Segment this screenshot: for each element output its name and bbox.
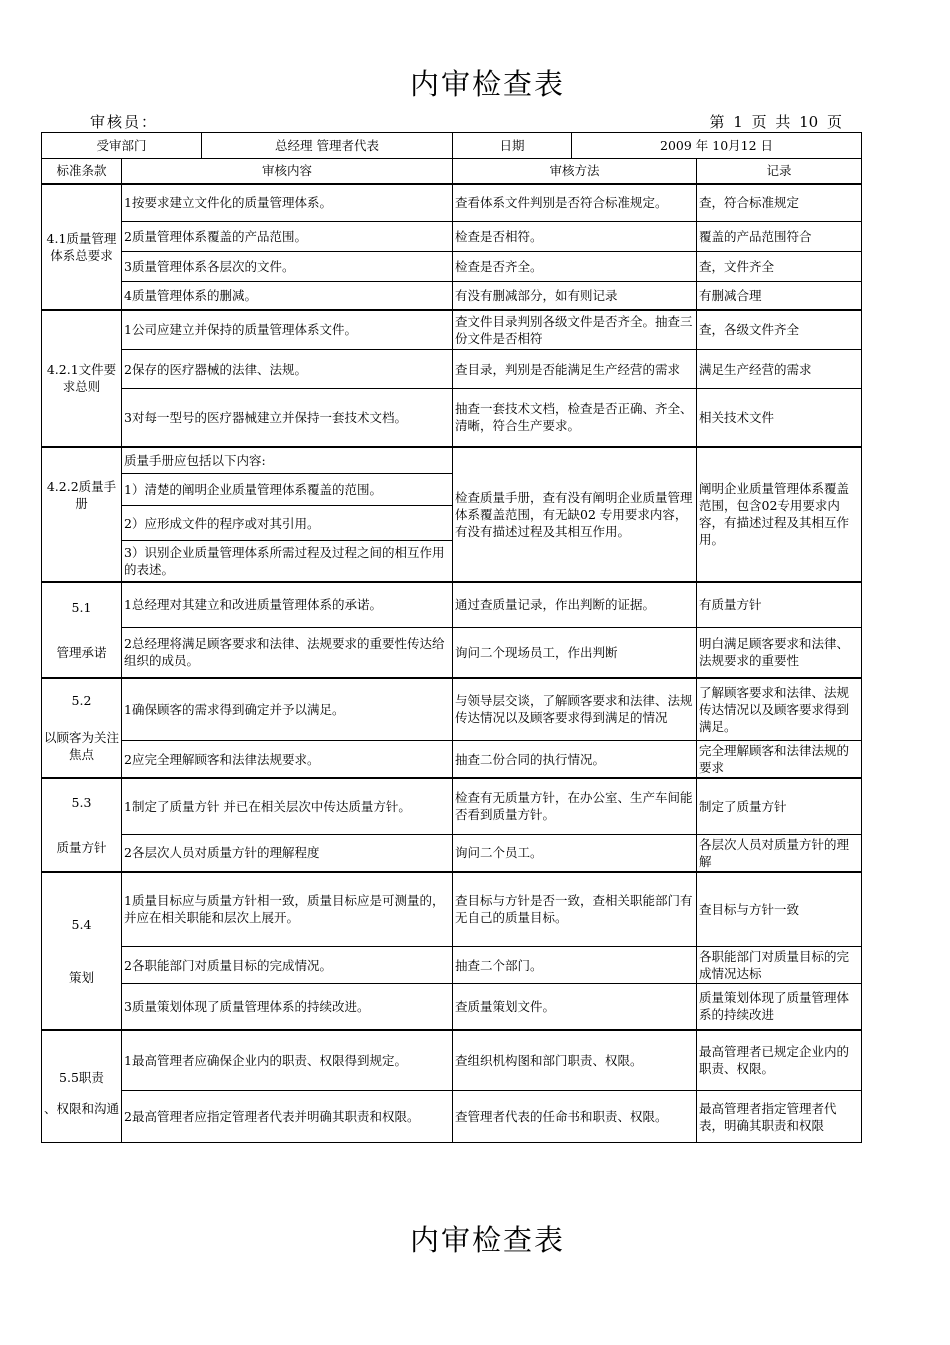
method-cell: 抽查二份合同的执行情况。 <box>453 741 697 779</box>
record-cell: 阐明企业质量管理体系覆盖范围，包含02专用要求内容，有描述过程及其相互作用。 <box>697 447 862 582</box>
record-cell: 明白满足顾客要求和法律、法规要求的重要性 <box>697 628 862 678</box>
table-row <box>42 872 862 947</box>
table-row <box>42 282 862 310</box>
table-row <box>42 350 862 389</box>
method-cell: 通过查质量记录，作出判断的证据。 <box>453 582 697 628</box>
clause-number: 5.4 <box>71 916 92 932</box>
method-cell: 询问二个现场员工，作出判断 <box>453 628 697 678</box>
record-cell: 查，符合标准规定 <box>697 184 862 222</box>
method-cell: 抽查一套技术文档，检查是否正确、齐全、清晰，符合生产要求。 <box>453 389 697 447</box>
content-cell: 4质量管理体系的删减。 <box>122 282 453 310</box>
clause-cell <box>42 582 122 678</box>
col-method: 审核方法 <box>453 159 697 184</box>
table-row <box>42 222 862 252</box>
table-row <box>42 389 862 447</box>
content-cell: 1确保顾客的需求得到确定并予以满足。 <box>122 678 453 741</box>
content-cell: 2总经理将满足顾客要求和法律、法规要求的重要性传达给组织的成员。 <box>122 628 453 678</box>
clause-name: 管理承诺 <box>56 644 107 660</box>
dept-label: 受审部门 <box>42 133 202 159</box>
record-cell: 有删减合理 <box>697 282 862 310</box>
content-cell: 2各层次人员对质量方针的理解程度 <box>122 834 453 872</box>
clause-number: 5.2 <box>71 693 92 709</box>
record-cell: 满足生产经营的需求 <box>697 350 862 389</box>
page-title-next: 内审检查表 <box>409 1223 565 1257</box>
clause-cell <box>42 1030 122 1143</box>
method-cell: 查质量策划文件。 <box>453 984 697 1030</box>
table-row <box>42 778 862 834</box>
content-cell: 2质量管理体系覆盖的产品范围。 <box>122 222 453 252</box>
table-row <box>42 628 862 678</box>
clause-cell <box>42 872 122 1030</box>
dept-value: 总经理 管理者代表 <box>202 133 453 159</box>
content-cell: 2）应形成文件的程序或对其引用。 <box>122 506 453 541</box>
content-cell: 1质量目标应与质量方针相一致，质量目标应是可测量的，并应在相关职能和层次上展开。 <box>122 872 453 947</box>
method-cell: 查看体系文件判别是否符合标准规定。 <box>453 184 697 222</box>
content-cell: 1制定了质量方针 并已在相关层次中传达质量方针。 <box>122 778 453 834</box>
header-info-row <box>42 133 862 159</box>
table-row <box>42 984 862 1030</box>
clause-number: 5.1 <box>71 599 92 615</box>
clause-cell <box>42 678 122 779</box>
content-cell: 2最高管理者应指定管理者代表并明确其职责和权限。 <box>122 1091 453 1143</box>
date-label: 日期 <box>453 133 572 159</box>
table-row <box>42 678 862 741</box>
clause-cell: 4.2.1文件要求总则 <box>42 310 122 447</box>
content-cell: 1最高管理者应确保企业内的职责、权限得到规定。 <box>122 1030 453 1091</box>
content-cell: 1总经理对其建立和改进质量管理体系的承诺。 <box>122 582 453 628</box>
record-cell: 最高管理者指定管理者代表，明确其职责和权限 <box>697 1091 862 1143</box>
content-cell: 2各职能部门对质量目标的完成情况。 <box>122 947 453 984</box>
clause-cell <box>42 778 122 872</box>
content-cell: 3质量管理体系各层次的文件。 <box>122 252 453 282</box>
record-cell: 了解顾客要求和法律、法规传达情况以及顾客要求得到满足。 <box>697 678 862 741</box>
col-clause: 标准条款 <box>42 159 122 184</box>
method-cell: 抽查二个部门。 <box>453 947 697 984</box>
method-cell: 检查质量手册，查有没有阐明企业质量管理体系覆盖范围，有无缺02 专用要求内容，有没有描述过程及其相互作用。 <box>453 447 697 582</box>
col-content: 审核内容 <box>122 159 453 184</box>
column-header-row <box>42 159 862 184</box>
record-cell: 有质量方针 <box>697 582 862 628</box>
record-cell: 查目标与方针一致 <box>697 872 862 947</box>
content-cell: 3）识别企业质量管理体系所需过程及过程之间的相互作用的表述。 <box>122 541 453 582</box>
table-row <box>42 447 862 474</box>
record-cell: 质量策划体现了质量管理体系的持续改进 <box>697 984 862 1030</box>
content-cell: 质量手册应包括以下内容: <box>122 447 453 474</box>
clause-name: 以顾客为关注焦点 <box>44 730 120 763</box>
clause-cell: 4.1质量管理体系总要求 <box>42 184 122 310</box>
content-cell: 3对每一型号的医疗器械建立并保持一套技术文档。 <box>122 389 453 447</box>
record-cell: 制定了质量方针 <box>697 778 862 834</box>
auditor-label: 审核员： <box>90 113 159 131</box>
col-record: 记录 <box>697 159 862 184</box>
record-cell: 查，文件齐全 <box>697 252 862 282</box>
record-cell: 最高管理者已规定企业内的职责、权限。 <box>697 1030 862 1091</box>
table-row <box>42 947 862 984</box>
audit-checklist-table <box>41 132 862 1143</box>
table-row <box>42 741 862 779</box>
table-row <box>42 834 862 872</box>
clause-name: 策划 <box>68 969 94 985</box>
clause-name: 质量方针 <box>56 839 107 855</box>
record-cell: 完全理解顾客和法律法规的要求 <box>697 741 862 779</box>
method-cell: 查目录，判别是否能满足生产经营的需求 <box>453 350 697 389</box>
method-cell: 与领导层交谈，了解顾客要求和法律、法规传达情况以及顾客要求得到满足的情况 <box>453 678 697 741</box>
method-cell: 查管理者代表的任命书和职责、权限。 <box>453 1091 697 1143</box>
content-cell: 1公司应建立并保持的质量管理体系文件。 <box>122 310 453 350</box>
method-cell: 有没有删减部分，如有则记录 <box>453 282 697 310</box>
table-row <box>42 310 862 350</box>
content-cell: 1）清楚的阐明企业质量管理体系覆盖的范围。 <box>122 474 453 506</box>
method-cell: 检查有无质量方针，在办公室、生产车间能否看到质量方针。 <box>453 778 697 834</box>
clause-number: 5.3 <box>71 794 92 810</box>
method-cell: 询问二个员工。 <box>453 834 697 872</box>
date-value: 2009 年 10月12 日 <box>572 133 862 159</box>
content-cell: 2保存的医疗器械的法律、法规。 <box>122 350 453 389</box>
record-cell: 各层次人员对质量方针的理解 <box>697 834 862 872</box>
table-row <box>42 1030 862 1091</box>
method-cell: 查组织机构图和部门职责、权限。 <box>453 1030 697 1091</box>
clause-cell: 4.2.2质量手册 <box>42 447 122 582</box>
method-cell: 查文件目录判别各级文件是否齐全。抽查三份文件是否相符 <box>453 310 697 350</box>
record-cell: 覆盖的产品范围符合 <box>697 222 862 252</box>
record-cell: 相关技术文件 <box>697 389 862 447</box>
table-row <box>42 252 862 282</box>
table-row <box>42 184 862 222</box>
content-cell: 2应完全理解顾客和法律法规要求。 <box>122 741 453 779</box>
page-title: 内审检查表 <box>409 67 565 101</box>
clause-name: 、权限和沟通 <box>44 1100 120 1116</box>
clause-number: 5.5职责 <box>59 1069 104 1085</box>
method-cell: 查目标与方针是否一致，查相关职能部门有无自己的质量目标。 <box>453 872 697 947</box>
method-cell: 检查是否齐全。 <box>453 252 697 282</box>
method-cell: 检查是否相符。 <box>453 222 697 252</box>
record-cell: 查，各级文件齐全 <box>697 310 862 350</box>
table-row <box>42 582 862 628</box>
record-cell: 各职能部门对质量目标的完成情况达标 <box>697 947 862 984</box>
table-row <box>42 1091 862 1143</box>
content-cell: 3质量策划体现了质量管理体系的持续改进。 <box>122 984 453 1030</box>
content-cell: 1按要求建立文件化的质量管理体系。 <box>122 184 453 222</box>
page-number: 第 1 页 共 10 页 <box>709 113 842 131</box>
